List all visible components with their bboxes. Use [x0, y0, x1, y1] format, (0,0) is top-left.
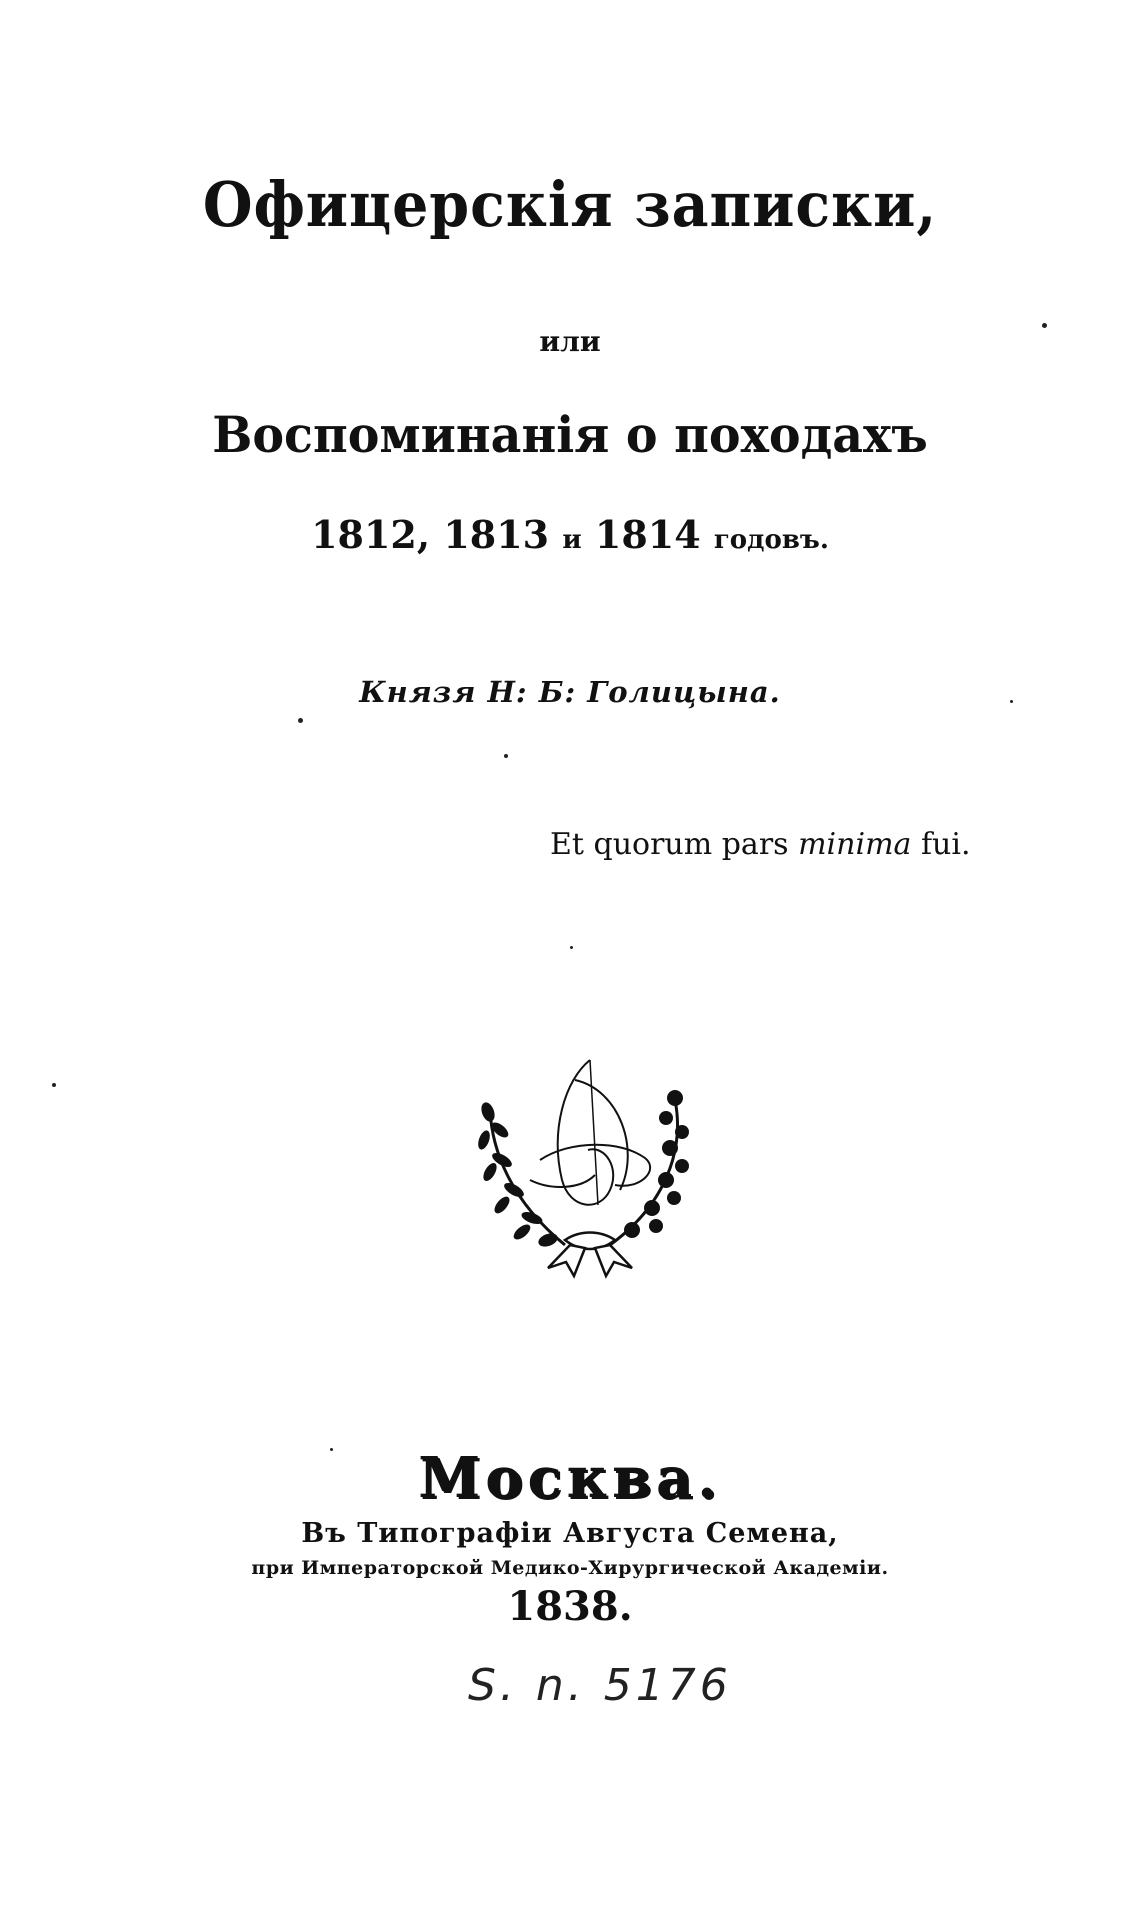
epigraph-part2: minima: [798, 827, 912, 862]
year-1813: 1813: [443, 512, 550, 557]
scan-speck: [504, 754, 508, 758]
scan-speck: [1010, 700, 1013, 703]
imprint-academy: при Императорской Медико-Хирургической Академіи.: [251, 1557, 889, 1579]
title-connector: или: [539, 325, 601, 358]
author-line: Князя Н: Б: Голицына.: [359, 675, 781, 709]
scan-speck: [1042, 323, 1047, 328]
year-1812: 1812,: [311, 512, 431, 557]
scan-speck: [52, 1083, 56, 1087]
epigraph-part3: fui.: [920, 827, 971, 862]
years-word: годовъ.: [713, 525, 829, 555]
book-title: Офицерскія записки,: [202, 168, 938, 241]
imprint-city: Москва.: [418, 1445, 722, 1511]
year-1814: 1814: [594, 512, 701, 557]
epigraph-part1: Et quorum pars: [550, 827, 789, 862]
imprint-printer: Въ Типографіи Августа Семена,: [301, 1518, 839, 1549]
years-and: и: [562, 525, 582, 555]
scan-speck: [330, 1448, 333, 1451]
years-line: [0, 512, 1140, 557]
scan-speck: [298, 718, 303, 723]
wreath-monogram-icon: [470, 1040, 710, 1280]
scan-speck: [570, 946, 573, 949]
book-subtitle: Воспоминанія о походахъ: [212, 405, 928, 464]
handwritten-shelfmark: S. n. 5176: [468, 1660, 732, 1711]
imprint-year: 1838.: [507, 1583, 633, 1630]
epigraph: [550, 827, 971, 862]
